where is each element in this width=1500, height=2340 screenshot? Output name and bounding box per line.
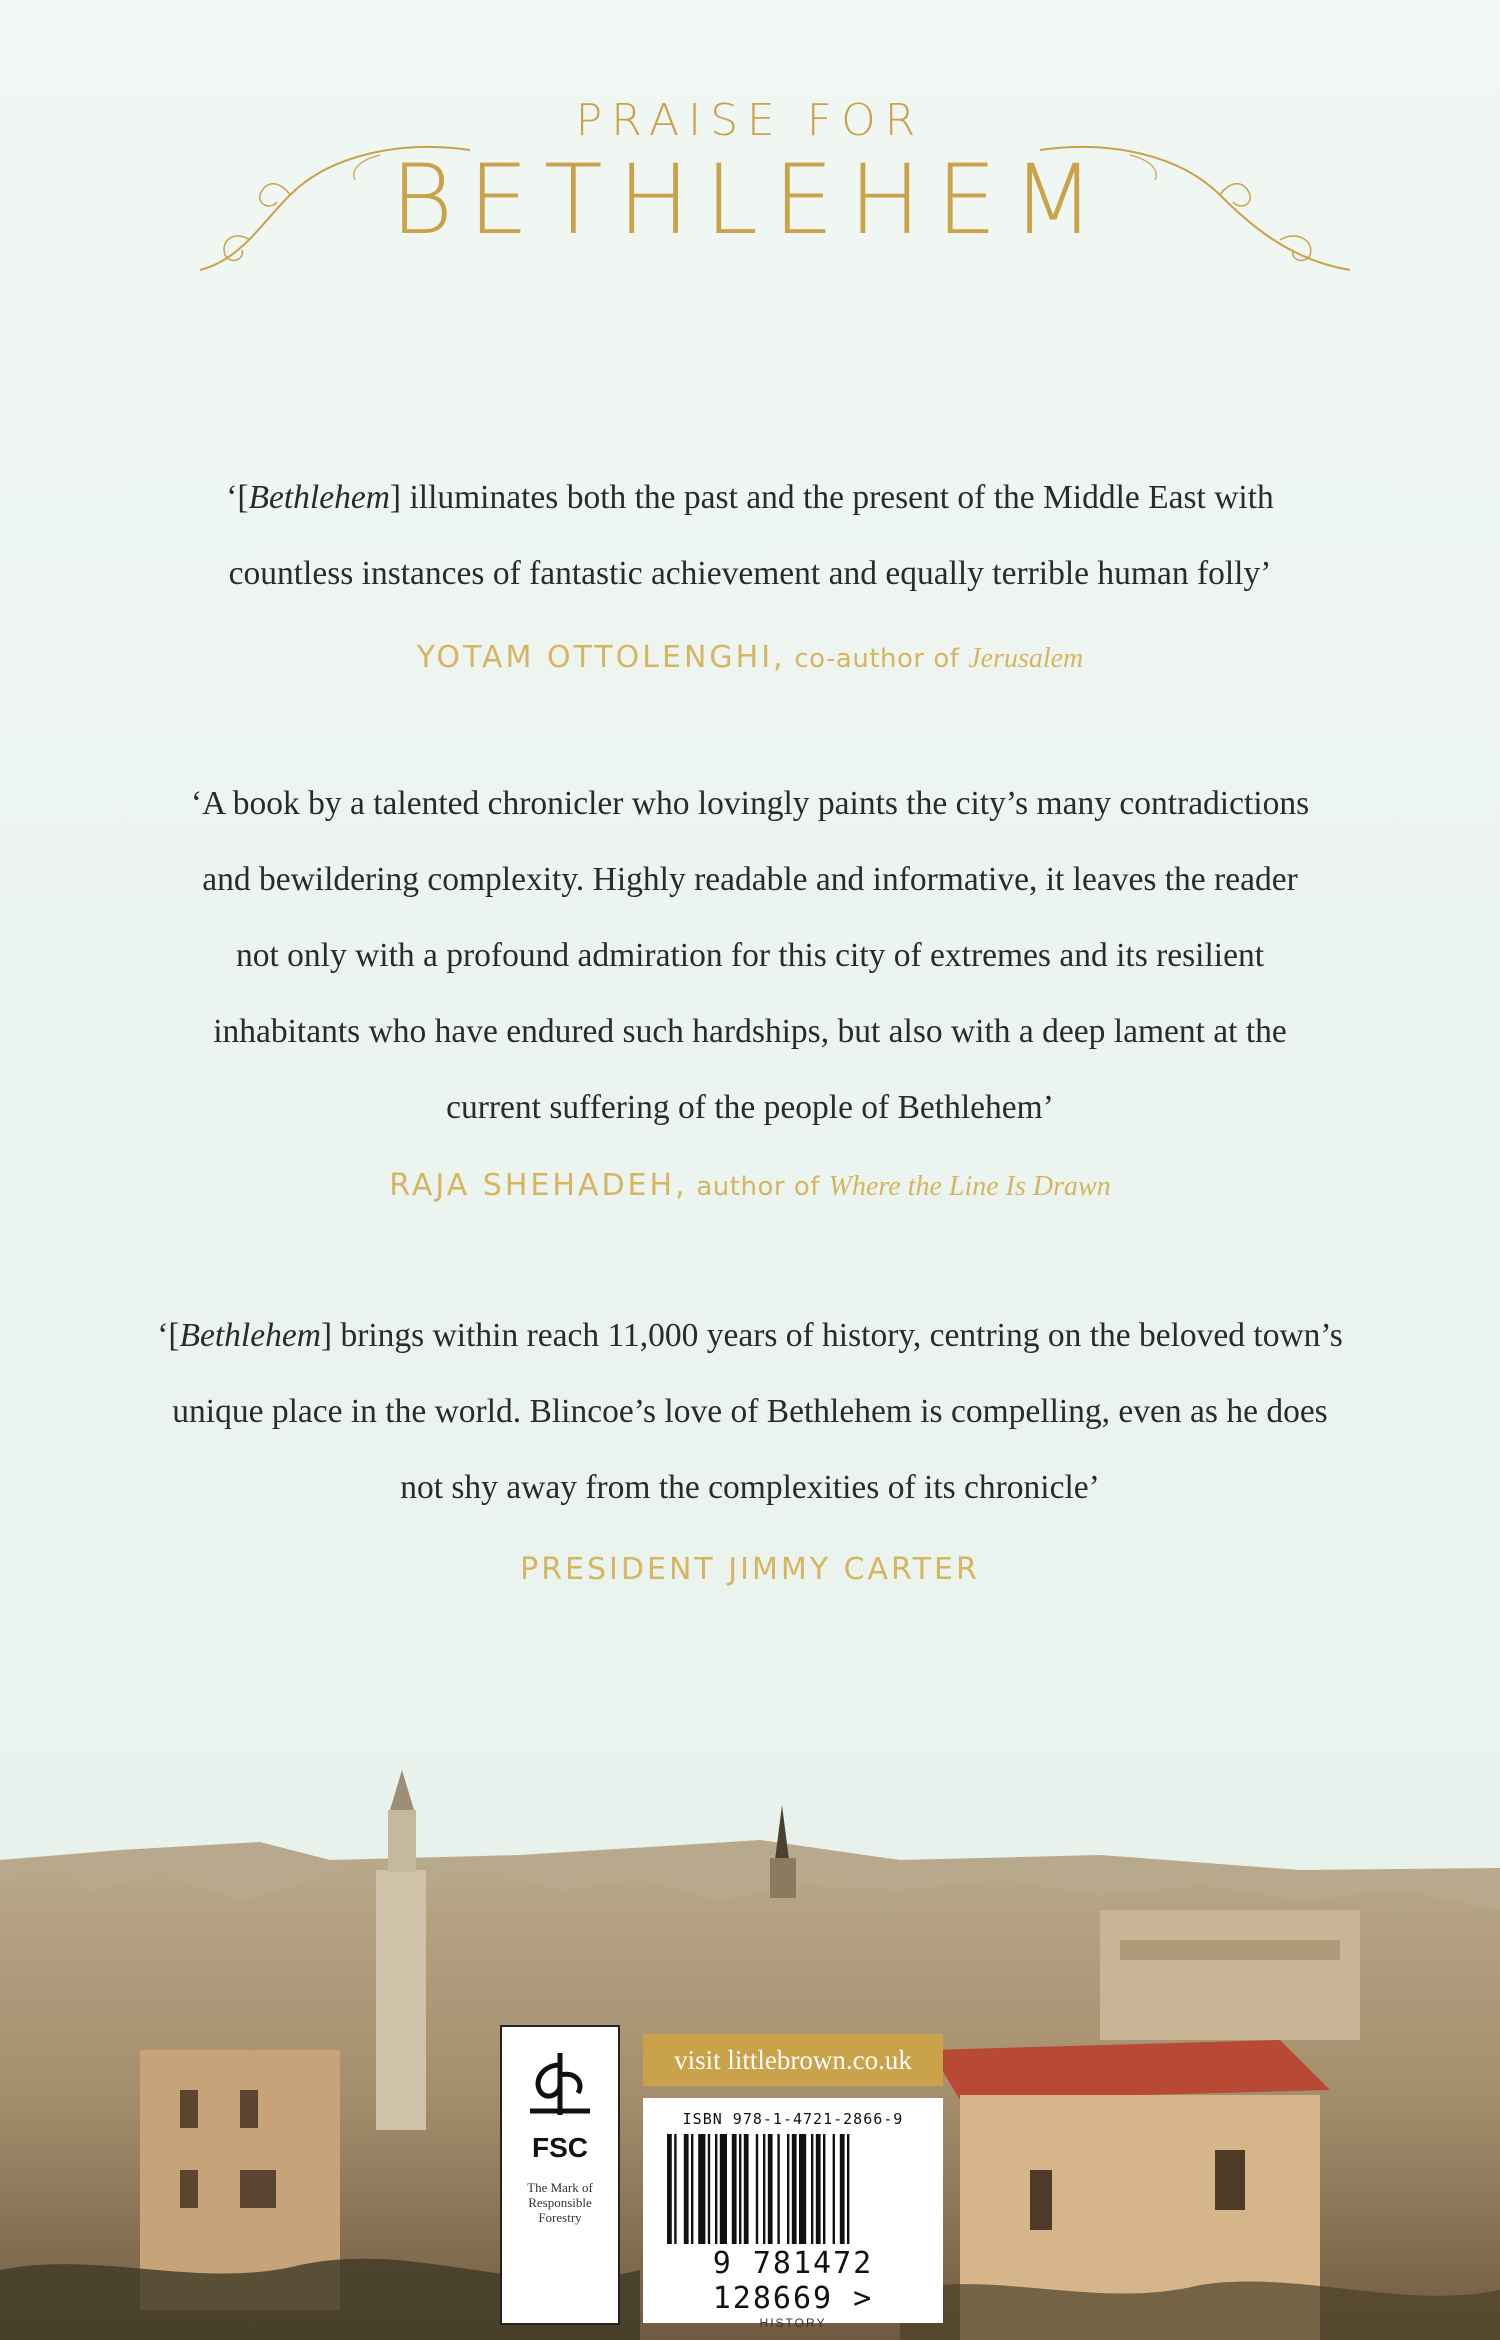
quote-line: inhabitants who have endured such hardships, but also with a deep lament at the xyxy=(213,1013,1287,1050)
category-label: HISTORY xyxy=(759,2316,827,2330)
quote-text: ] illuminates both the past and the present of the Middle East with xyxy=(389,479,1274,516)
quote-ottolenghi xyxy=(120,460,1380,612)
quote-line: countless instances of fantastic achievement and equally terrible human folly’ xyxy=(228,555,1272,592)
quote-line: ‘[Bethlehem] brings within reach 11,000 years of history, centring on the beloved town’s xyxy=(157,1317,1343,1354)
fsc-certification-label xyxy=(500,2025,620,2325)
publisher-website-banner: visit littlebrown.co.uk xyxy=(643,2034,943,2086)
fsc-tree-icon xyxy=(520,2045,600,2125)
quote-line: current suffering of the people of Bethlehem’ xyxy=(446,1089,1054,1126)
attribution-name: RAJA SHEHADEH, xyxy=(389,1168,688,1203)
barcode-icon xyxy=(663,2134,923,2244)
isbn-text: ISBN 978-1-4721-2866-9 xyxy=(682,2110,904,2128)
praise-for-label: PRAISE FOR xyxy=(575,95,925,146)
barcode-digits: 9 781472 128669 > xyxy=(712,2246,874,2316)
quote-title-italic: Bethlehem xyxy=(248,479,390,516)
quote-line: and bewildering complexity. Highly readable and informative, it leaves the reader xyxy=(202,861,1298,898)
isbn-barcode-block xyxy=(643,2098,943,2330)
attribution-work: Jerusalem xyxy=(968,643,1084,674)
attribution-name: YOTAM OTTOLENGHI, xyxy=(416,640,786,675)
quote-title-italic: Bethlehem xyxy=(179,1317,321,1354)
attribution-ottolenghi xyxy=(0,640,1500,675)
quote-line: not shy away from the complexities of its chronicle’ xyxy=(400,1469,1100,1506)
quote-line: ‘A book by a talented chronicler who lovingly paints the city’s many contradictions xyxy=(190,785,1310,822)
attribution-name: PRESIDENT JIMMY CARTER xyxy=(520,1552,980,1587)
fsc-tagline: The Mark of Responsible Forestry xyxy=(527,2180,593,2225)
quote-shehadeh xyxy=(120,766,1380,1146)
quote-line: not only with a profound admiration for this city of extremes and its resilient xyxy=(235,937,1265,974)
quote-text: ] brings within reach 11,000 years of history, centring on the beloved town’s xyxy=(320,1317,1343,1354)
quote-line: unique place in the world. Blincoe’s love of Bethlehem is compelling, even as he does xyxy=(172,1393,1328,1430)
fsc-label: FSC xyxy=(532,2132,588,2163)
attribution-carter xyxy=(0,1552,1500,1587)
attribution-shehadeh xyxy=(0,1168,1500,1203)
attribution-work: Where the Line Is Drawn xyxy=(828,1171,1111,1202)
book-title: BETHLEHEM xyxy=(390,144,1110,256)
attribution-role: co-author of xyxy=(785,644,969,674)
quote-carter xyxy=(120,1298,1380,1526)
attribution-role: author of xyxy=(687,1172,829,1202)
praise-header xyxy=(0,95,1500,256)
quote-line: ‘[Bethlehem] illuminates both the past and the present of the Middle East with xyxy=(226,479,1274,516)
